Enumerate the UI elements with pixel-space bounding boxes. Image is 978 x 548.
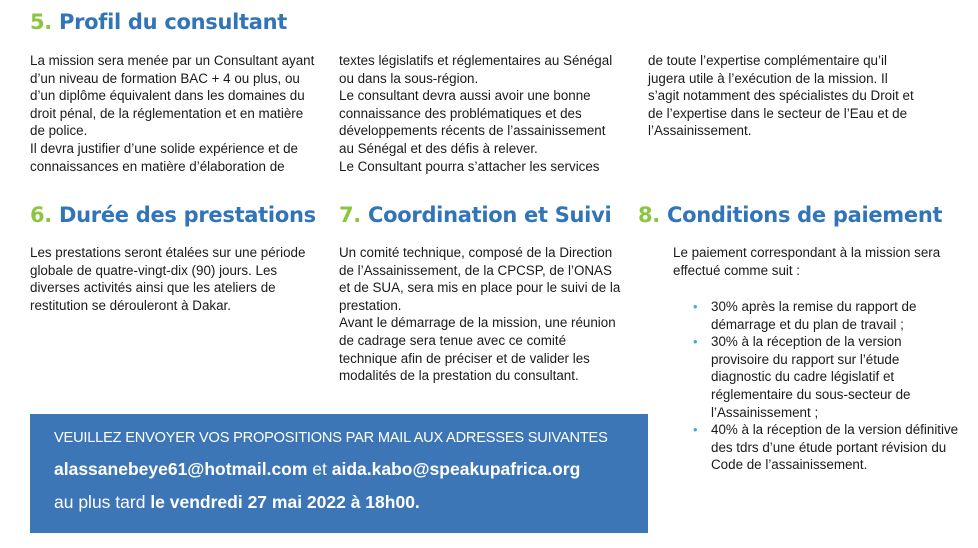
text-line: Un comité technique, composé de la Direction [339,245,613,260]
list-item [693,333,958,421]
section-7-body [339,244,620,385]
text-line: de toute l’expertise complémentaire qu’il [648,53,887,68]
section-5-heading [30,10,287,34]
section-6-body [30,244,305,314]
list-item [693,298,958,333]
text-line: effectué comme suit : [673,262,801,278]
text-line: diverses activités ainsi que les ateliers de [30,280,276,296]
section-8-title: Conditions de paiement [667,203,943,227]
text-line: d’un diplôme équivalent dans les domaines du [30,88,305,104]
deadline-prefix: au plus tard [54,492,151,512]
text-line: technique afin de préciser et de valider les [339,350,590,366]
text-line: 40% à la réception de la version définitive [711,422,959,438]
text-line: diagnostic du cadre législatif et [711,369,895,385]
section-7-heading [339,203,611,227]
text-line: ou dans la sous-région. [339,70,479,86]
section-5-col1 [30,52,314,175]
deadline-date: le vendredi 27 mai 2022 à 18h00. [150,492,420,512]
section-5-number: 5. [30,10,52,34]
email-link-2[interactable]: aida.kabo@speakupafrica.org [331,459,581,479]
section-7-title: Coordination et Suivi [368,203,612,227]
section-6-heading [30,203,316,227]
callout-deadline [54,492,420,513]
section-7-number: 7. [339,203,361,227]
text-line: développements récents de l’assainissement [339,123,606,139]
text-line: Code de l’assainissement. [711,457,868,473]
text-line: connaissance des problématiques et des [339,105,582,121]
text-line: l’Assainissement ; [711,404,819,420]
section-8-intro [673,244,940,279]
text-line: de l’Assainissement, de la CPCSP, de l’ONAS [339,262,612,278]
text-line: Le Consultant pourra s’attacher les services [339,158,600,174]
bullet-icon: • [693,334,698,350]
text-line: de cadrage sera tenue avec ce comité [339,332,567,348]
callout-emails [54,459,580,480]
section-6-title: Durée des prestations [59,203,316,227]
payment-list [693,298,958,474]
text-line: jugera utile à l’exécution de la mission. Il [648,70,888,86]
section-6-number: 6. [30,203,52,227]
list-item [693,421,958,474]
text-line: de police. [30,123,88,139]
text-line: au Sénégal et des défis à relever. [339,140,538,156]
text-line: s’agit notamment des spécialistes du Droit et [648,88,914,104]
text-line: restitution se dérouleront à Dakar. [30,297,231,313]
text-line: réglementaire du sous-secteur de [711,386,911,402]
text-line: Avant le démarrage de la mission, une réunion [339,315,616,331]
text-line: 30% après la remise du rapport de [711,299,917,314]
bullet-icon: • [693,422,698,438]
text-line: d’un niveau de formation BAC + 4 ou plus, ou [30,70,300,86]
text-line: prestation. [339,297,402,313]
text-line: Il devra justifier d’une solide expérience et de [30,140,298,156]
section-5-col3 [648,52,914,140]
text-line: provisoire du rapport sur l’étude [711,351,900,367]
text-line: 30% à la réception de la version [711,334,902,350]
text-line: textes législatifs et réglementaires au Sénégal [339,53,613,68]
text-line: droit pénal, de la réglementation et en matière [30,105,304,121]
text-line: modalités de la prestation du consultant. [339,368,579,384]
text-line: des tdrs d’une étude portant révision du [711,439,947,455]
text-line: Le paiement correspondant à la mission sera [673,245,941,260]
callout-instruction: VEUILLEZ ENVOYER VOS PROPOSITIONS PAR MAIL AUX ADRESSES SUIVANTES [54,430,608,446]
email-connector: et [307,459,332,479]
text-line: connaissances en matière d’élaboration de [30,158,285,174]
section-8-number: 8. [638,203,660,227]
submission-callout [30,414,648,533]
text-line: globale de quatre-vingt-dix (90) jours. Les [30,262,278,278]
section-5-col2 [339,52,612,175]
text-line: démarrage et du plan de travail ; [711,316,904,332]
text-line: et de SUA, sera mis en place pour le suivi de la [339,280,621,296]
section-5-title: Profil du consultant [59,10,287,34]
email-link-1[interactable]: alassanebeye61@hotmail.com [54,459,308,479]
section-8-heading [638,203,942,227]
text-line: Les prestations seront étalées sur une période [30,245,306,260]
bullet-icon: • [693,299,698,314]
text-line: l’Assainissement. [648,123,752,139]
text-line: de l’expertise dans le secteur de l’Eau et de [648,105,908,121]
text-line: Le consultant devra aussi avoir une bonne [339,88,591,104]
text-line: La mission sera menée par un Consultant ayant [30,53,315,68]
